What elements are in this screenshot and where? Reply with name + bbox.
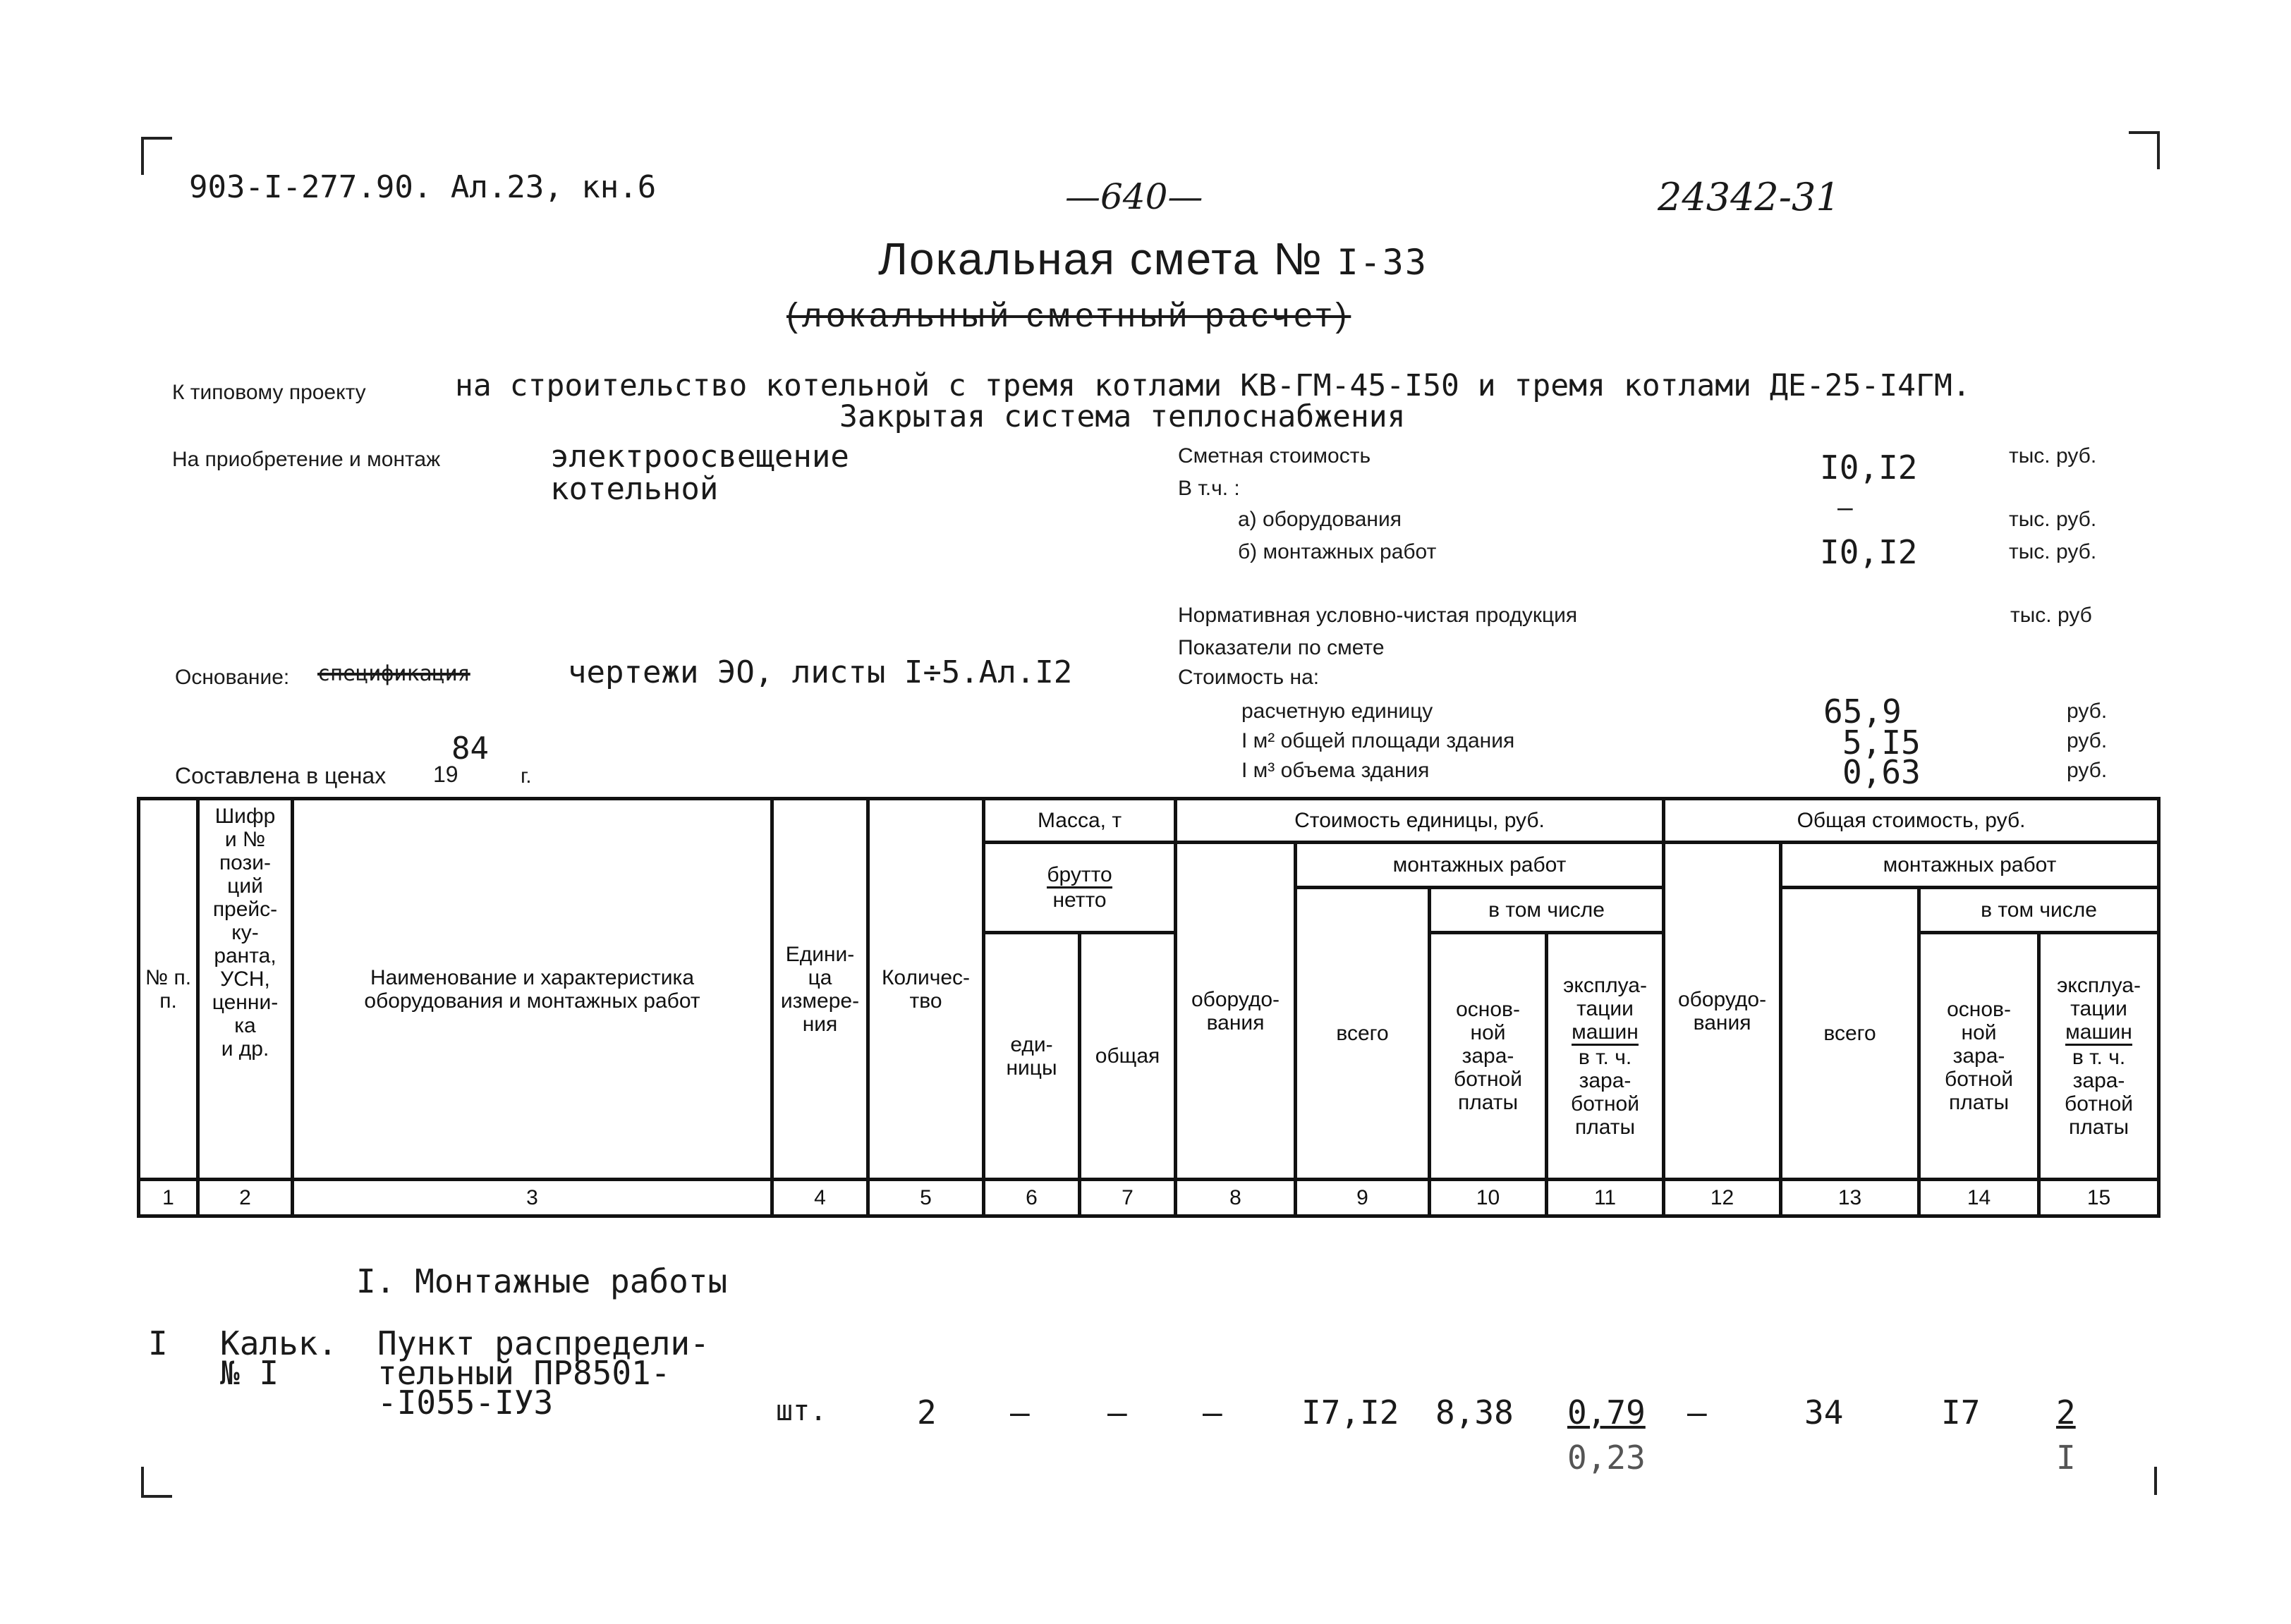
install-cost-unit: тыс. руб. (2009, 540, 2097, 563)
corner-mark-top-left (141, 137, 172, 175)
basis-struck: спецификация (317, 661, 470, 686)
row-base-wage: 8,38 (1435, 1393, 1514, 1431)
col-header-mass-total: общая (1080, 933, 1176, 1180)
row-unit: шт. (776, 1395, 827, 1427)
per-m3-unit: руб. (2067, 759, 2108, 782)
cost-per-label: Стоимость на: (1178, 666, 1320, 689)
estimated-cost-label: Сметная стоимость (1178, 444, 1371, 468)
compiled-label: Составлена в ценах (175, 763, 387, 788)
estimate-table-header (137, 797, 2161, 1218)
project-line-2: Закрытая система теплоснабжения (839, 399, 1406, 434)
project-label: К типовому проекту (172, 381, 366, 404)
row-equip-total: – (1687, 1393, 1707, 1431)
incl-label: В т.ч. : (1178, 477, 1240, 500)
col-number: 7 (1080, 1180, 1176, 1216)
purchase-label: На приобретение и монтаж (172, 448, 441, 471)
col-header-unit-cost: Стоимость единицы, руб. (1176, 799, 1664, 843)
col-header-qty: Количес- тво (868, 799, 984, 1180)
equipment-cost-label: а) оборудования (1238, 508, 1402, 531)
col-header-total-cost: Общая стоимость, руб. (1664, 799, 2159, 843)
purchase-value-2: котельной (550, 471, 719, 507)
row-machine-wage: 0,23 (1567, 1439, 1646, 1477)
per-unit-unit: руб. (2067, 700, 2108, 723)
row-name-2: тельный ПР8501- (377, 1354, 671, 1392)
row-machine-op-sum: 2 (2056, 1393, 2076, 1431)
col-header-mass: Масса, т (984, 799, 1176, 843)
per-unit-value: 65,9 (1823, 692, 1902, 731)
compiled-century: 19 (433, 762, 458, 787)
col-number: 6 (984, 1180, 1080, 1216)
compiled-year: 84 (451, 731, 489, 767)
col-header-total-install: монтажных работ (1781, 843, 2159, 888)
row-name-3: -I055-IУЗ (377, 1384, 554, 1422)
row-num: I (148, 1324, 168, 1362)
col-header-unit-equipment: оборудо- вания (1176, 843, 1296, 1180)
purchase-value-1: электроосвещение (550, 439, 849, 475)
col-number: 5 (868, 1180, 984, 1216)
doc-code: 903-I-277.90. Ал.23, кн.6 (189, 169, 657, 205)
row-mass-unit: – (1010, 1393, 1030, 1431)
estimated-cost-unit: тыс. руб. (2009, 444, 2097, 468)
row-base-wage-sum: I7 (1941, 1393, 1981, 1431)
corner-mark-bottom-right (2154, 1467, 2160, 1495)
col-header-code: Шифр и № пози- ций прейс- ку- ранта, УСН, ценни- ка и др. (198, 799, 293, 1180)
col-header-total-base-wage: основ- ной зара- ботной платы (1919, 933, 2039, 1180)
per-m3-label: I м³ объема здания (1241, 759, 1430, 782)
row-code-2: № I (220, 1354, 279, 1392)
col-number: 9 (1296, 1180, 1430, 1216)
row-machine-op: 0,79 (1567, 1393, 1646, 1431)
struck-subtitle: (локальный сметный расчет) (786, 297, 1351, 334)
col-header-unit-install: монтажных работ (1296, 843, 1664, 888)
equipment-cost-unit: тыс. руб. (2009, 508, 2097, 531)
per-m2-value: 5,I5 (1842, 724, 1921, 762)
per-m3-value: 0,63 (1842, 753, 1921, 791)
col-header-unit-base-wage: основ- ной зара- ботной платы (1430, 933, 1547, 1180)
section-title: I. Монтажные работы (356, 1262, 728, 1300)
install-cost-label: б) монтажных работ (1238, 540, 1437, 563)
col-header-total-incl: в том числе (1919, 888, 2159, 933)
compiled-suffix: г. (521, 764, 532, 788)
per-m2-unit: руб. (2067, 729, 2108, 752)
row-qty: 2 (917, 1393, 937, 1431)
col-number: 15 (2039, 1180, 2159, 1216)
column-number-row (139, 1180, 2159, 1216)
row-equip-unit: – (1203, 1393, 1222, 1431)
col-header-unit-incl: в том числе (1430, 888, 1664, 933)
col-header-num: № п. п. (139, 799, 198, 1180)
col-number: 1 (139, 1180, 198, 1216)
basis-label: Основание: (175, 666, 290, 689)
project-line-1: на строительство котельной с тремя котлами КВ-ГМ-45-I50 и тремя котлами ДЕ-25-I4ГМ. (455, 368, 1971, 403)
equipment-cost-value: — (1837, 494, 1853, 523)
row-name-1: Пункт распредели- (377, 1324, 710, 1362)
col-number: 13 (1781, 1180, 1919, 1216)
col-header-unit: Едини- ца измере- ния (772, 799, 868, 1180)
col-number: 11 (1547, 1180, 1664, 1216)
row-mass-total: – (1107, 1393, 1127, 1431)
col-header-total-equipment: оборудо- вания (1664, 843, 1781, 1180)
col-number: 3 (293, 1180, 772, 1216)
per-unit-label: расчетную единицу (1241, 700, 1433, 723)
col-number: 2 (198, 1180, 293, 1216)
corner-mark-bottom-left (141, 1467, 172, 1498)
row-install-total: I7,I2 (1301, 1393, 1399, 1431)
col-number: 12 (1664, 1180, 1781, 1216)
net-product-unit: тыс. руб (2010, 604, 2092, 627)
basis-value: чертежи ЭО, листы I÷5.Ал.I2 (568, 654, 1073, 690)
col-number: 8 (1176, 1180, 1296, 1216)
corner-mark-top-right (2129, 131, 2160, 169)
page-number: —640— (1065, 176, 1203, 217)
row-code-1: Кальк. (220, 1324, 338, 1362)
per-m2-label: I м² общей площади здания (1241, 729, 1515, 752)
row-install-sum: 34 (1804, 1393, 1844, 1431)
col-number: 4 (772, 1180, 868, 1216)
col-number: 10 (1430, 1180, 1547, 1216)
estimated-cost-value: I0,I2 (1820, 448, 1918, 487)
col-header-total-install-total: всего (1781, 888, 1919, 1180)
col-number: 14 (1919, 1180, 2039, 1216)
col-header-name: Наименование и характеристика оборудования и монтажных работ (293, 799, 772, 1180)
net-product-label: Нормативная условно-чистая продукция (1178, 604, 1578, 627)
archive-number: 24342-31 (1658, 175, 1840, 219)
col-header-unit-install-total: всего (1296, 888, 1430, 1180)
col-header-brutto-netto: брутто нетто (984, 843, 1176, 933)
page-title (878, 233, 1428, 285)
install-cost-value: I0,I2 (1820, 533, 1918, 571)
title-label: Локальная смета № (878, 233, 1323, 284)
title-number: I-33 (1337, 242, 1428, 283)
col-header-mass-unit: еди- ницы (984, 933, 1080, 1180)
indicators-label: Показатели по смете (1178, 636, 1385, 659)
col-header-total-machine: эксплуа- тации машин в т. ч. зара- ботной платы (2039, 933, 2159, 1180)
row-machine-wage-sum: I (2056, 1439, 2076, 1477)
col-header-unit-machine: эксплуа- тации машин в т. ч. зара- ботной платы (1547, 933, 1664, 1180)
